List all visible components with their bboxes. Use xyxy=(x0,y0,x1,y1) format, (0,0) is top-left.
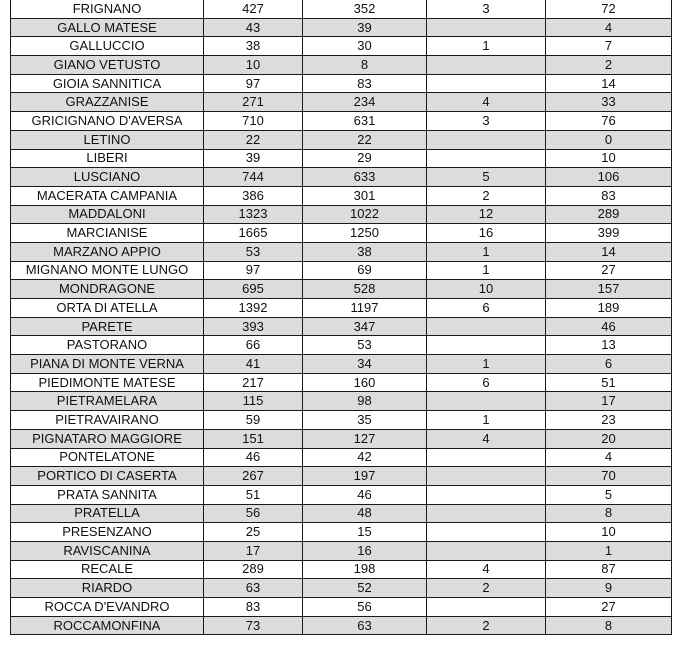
col2-value-cell: 22 xyxy=(303,130,427,149)
total-cell: 17 xyxy=(204,541,303,560)
col3-value-cell: 2 xyxy=(427,579,546,598)
col3-value-cell xyxy=(427,74,546,93)
col2-value-cell: 198 xyxy=(303,560,427,579)
col3-value-cell: 1 xyxy=(427,261,546,280)
col4-value-cell: 4 xyxy=(546,448,672,467)
total-cell: 46 xyxy=(204,448,303,467)
col3-value-cell: 2 xyxy=(427,616,546,635)
total-cell: 41 xyxy=(204,355,303,374)
municipality-cell: MIGNANO MONTE LUNGO xyxy=(11,261,204,280)
municipality-cell: LUSCIANO xyxy=(11,168,204,187)
col3-value-cell xyxy=(427,598,546,617)
table-row xyxy=(11,0,672,18)
total-cell: 97 xyxy=(204,74,303,93)
total-cell: 386 xyxy=(204,186,303,205)
table-row xyxy=(11,242,672,261)
municipality-cell: PIETRAMELARA xyxy=(11,392,204,411)
col4-value-cell: 83 xyxy=(546,186,672,205)
col2-value-cell: 46 xyxy=(303,485,427,504)
municipality-cell: MARZANO APPIO xyxy=(11,242,204,261)
table-row xyxy=(11,429,672,448)
municipality-data-table xyxy=(10,0,672,635)
col2-value-cell: 52 xyxy=(303,579,427,598)
col2-value-cell: 42 xyxy=(303,448,427,467)
total-cell: 39 xyxy=(204,149,303,168)
total-cell: 115 xyxy=(204,392,303,411)
col3-value-cell: 4 xyxy=(427,93,546,112)
col4-value-cell: 9 xyxy=(546,579,672,598)
col2-value-cell: 197 xyxy=(303,467,427,486)
municipality-cell: PIANA DI MONTE VERNA xyxy=(11,355,204,374)
municipality-cell: ROCCA D'EVANDRO xyxy=(11,598,204,617)
col3-value-cell xyxy=(427,392,546,411)
total-cell: 695 xyxy=(204,280,303,299)
col3-value-cell xyxy=(427,467,546,486)
table-row xyxy=(11,280,672,299)
municipality-cell: MADDALONI xyxy=(11,205,204,224)
col3-value-cell: 12 xyxy=(427,205,546,224)
municipality-cell: PARETE xyxy=(11,317,204,336)
col2-value-cell: 69 xyxy=(303,261,427,280)
table-row xyxy=(11,336,672,355)
total-cell: 97 xyxy=(204,261,303,280)
col2-value-cell: 528 xyxy=(303,280,427,299)
col4-value-cell: 70 xyxy=(546,467,672,486)
col3-value-cell xyxy=(427,541,546,560)
col2-value-cell: 352 xyxy=(303,0,427,18)
municipality-cell: MARCIANISE xyxy=(11,224,204,243)
col2-value-cell: 633 xyxy=(303,168,427,187)
col2-value-cell: 29 xyxy=(303,149,427,168)
col3-value-cell: 5 xyxy=(427,168,546,187)
table-row xyxy=(11,130,672,149)
col4-value-cell: 2 xyxy=(546,56,672,75)
col2-value-cell: 1197 xyxy=(303,299,427,318)
col2-value-cell: 38 xyxy=(303,242,427,261)
total-cell: 25 xyxy=(204,523,303,542)
col2-value-cell: 16 xyxy=(303,541,427,560)
table-row xyxy=(11,18,672,37)
col4-value-cell: 1 xyxy=(546,541,672,560)
table-row xyxy=(11,598,672,617)
total-cell: 271 xyxy=(204,93,303,112)
col2-value-cell: 1022 xyxy=(303,205,427,224)
municipality-cell: ROCCAMONFINA xyxy=(11,616,204,635)
col3-value-cell: 1 xyxy=(427,355,546,374)
col2-value-cell: 347 xyxy=(303,317,427,336)
col3-value-cell xyxy=(427,523,546,542)
col2-value-cell: 98 xyxy=(303,392,427,411)
total-cell: 393 xyxy=(204,317,303,336)
col2-value-cell: 35 xyxy=(303,411,427,430)
col2-value-cell: 1250 xyxy=(303,224,427,243)
municipality-cell: PONTELATONE xyxy=(11,448,204,467)
municipality-cell: RECALE xyxy=(11,560,204,579)
municipality-cell: GALLUCCIO xyxy=(11,37,204,56)
table-row xyxy=(11,56,672,75)
col4-value-cell: 8 xyxy=(546,616,672,635)
total-cell: 267 xyxy=(204,467,303,486)
municipality-cell: LIBERI xyxy=(11,149,204,168)
table-row xyxy=(11,373,672,392)
col2-value-cell: 39 xyxy=(303,18,427,37)
col3-value-cell: 4 xyxy=(427,429,546,448)
table-row xyxy=(11,467,672,486)
col4-value-cell: 6 xyxy=(546,355,672,374)
col3-value-cell: 1 xyxy=(427,242,546,261)
table-row xyxy=(11,616,672,635)
col2-value-cell: 160 xyxy=(303,373,427,392)
total-cell: 1665 xyxy=(204,224,303,243)
total-cell: 1392 xyxy=(204,299,303,318)
col2-value-cell: 53 xyxy=(303,336,427,355)
col4-value-cell: 27 xyxy=(546,598,672,617)
table-row xyxy=(11,186,672,205)
total-cell: 151 xyxy=(204,429,303,448)
total-cell: 744 xyxy=(204,168,303,187)
col2-value-cell: 15 xyxy=(303,523,427,542)
municipality-cell: RIARDO xyxy=(11,579,204,598)
col3-value-cell: 6 xyxy=(427,373,546,392)
municipality-cell: PRATA SANNITA xyxy=(11,485,204,504)
table-row xyxy=(11,205,672,224)
col3-value-cell: 2 xyxy=(427,186,546,205)
col4-value-cell: 17 xyxy=(546,392,672,411)
table-row xyxy=(11,560,672,579)
total-cell: 51 xyxy=(204,485,303,504)
col4-value-cell: 289 xyxy=(546,205,672,224)
municipality-cell: PORTICO DI CASERTA xyxy=(11,467,204,486)
table-row xyxy=(11,74,672,93)
total-cell: 427 xyxy=(204,0,303,18)
col4-value-cell: 51 xyxy=(546,373,672,392)
municipality-cell: RAVISCANINA xyxy=(11,541,204,560)
municipality-cell: PASTORANO xyxy=(11,336,204,355)
municipality-cell: MACERATA CAMPANIA xyxy=(11,186,204,205)
col2-value-cell: 83 xyxy=(303,74,427,93)
col4-value-cell: 14 xyxy=(546,74,672,93)
table-row xyxy=(11,149,672,168)
col4-value-cell: 33 xyxy=(546,93,672,112)
municipality-cell: MONDRAGONE xyxy=(11,280,204,299)
col4-value-cell: 399 xyxy=(546,224,672,243)
col4-value-cell: 13 xyxy=(546,336,672,355)
total-cell: 53 xyxy=(204,242,303,261)
table-row xyxy=(11,504,672,523)
table-row xyxy=(11,355,672,374)
col4-value-cell: 7 xyxy=(546,37,672,56)
col4-value-cell: 10 xyxy=(546,523,672,542)
col4-value-cell: 5 xyxy=(546,485,672,504)
col2-value-cell: 63 xyxy=(303,616,427,635)
table-row xyxy=(11,392,672,411)
total-cell: 710 xyxy=(204,112,303,131)
col4-value-cell: 0 xyxy=(546,130,672,149)
table-row xyxy=(11,224,672,243)
col4-value-cell: 76 xyxy=(546,112,672,131)
municipality-cell: LETINO xyxy=(11,130,204,149)
col2-value-cell: 34 xyxy=(303,355,427,374)
col3-value-cell xyxy=(427,18,546,37)
total-cell: 10 xyxy=(204,56,303,75)
total-cell: 63 xyxy=(204,579,303,598)
table-row xyxy=(11,93,672,112)
col3-value-cell xyxy=(427,317,546,336)
col3-value-cell: 1 xyxy=(427,411,546,430)
municipality-cell: GIANO VETUSTO xyxy=(11,56,204,75)
col3-value-cell: 3 xyxy=(427,0,546,18)
col4-value-cell: 10 xyxy=(546,149,672,168)
total-cell: 66 xyxy=(204,336,303,355)
table-row xyxy=(11,541,672,560)
total-cell: 289 xyxy=(204,560,303,579)
col2-value-cell: 234 xyxy=(303,93,427,112)
col2-value-cell: 301 xyxy=(303,186,427,205)
municipality-cell: PIETRAVAIRANO xyxy=(11,411,204,430)
municipality-cell: PRESENZANO xyxy=(11,523,204,542)
total-cell: 22 xyxy=(204,130,303,149)
total-cell: 1323 xyxy=(204,205,303,224)
municipality-cell: PIEDIMONTE MATESE xyxy=(11,373,204,392)
total-cell: 73 xyxy=(204,616,303,635)
col4-value-cell: 87 xyxy=(546,560,672,579)
total-cell: 38 xyxy=(204,37,303,56)
table-row xyxy=(11,261,672,280)
total-cell: 59 xyxy=(204,411,303,430)
table-row xyxy=(11,317,672,336)
municipality-cell: GRAZZANISE xyxy=(11,93,204,112)
col3-value-cell xyxy=(427,448,546,467)
col4-value-cell: 23 xyxy=(546,411,672,430)
col3-value-cell xyxy=(427,485,546,504)
col3-value-cell xyxy=(427,130,546,149)
col3-value-cell: 6 xyxy=(427,299,546,318)
col4-value-cell: 4 xyxy=(546,18,672,37)
col3-value-cell: 4 xyxy=(427,560,546,579)
municipality-cell: ORTA DI ATELLA xyxy=(11,299,204,318)
table-row xyxy=(11,299,672,318)
col2-value-cell: 127 xyxy=(303,429,427,448)
col3-value-cell xyxy=(427,336,546,355)
total-cell: 43 xyxy=(204,18,303,37)
table-row xyxy=(11,411,672,430)
col4-value-cell: 189 xyxy=(546,299,672,318)
municipality-cell: GALLO MATESE xyxy=(11,18,204,37)
col4-value-cell: 8 xyxy=(546,504,672,523)
table-row xyxy=(11,485,672,504)
col3-value-cell xyxy=(427,149,546,168)
col2-value-cell: 56 xyxy=(303,598,427,617)
table-row xyxy=(11,523,672,542)
col4-value-cell: 157 xyxy=(546,280,672,299)
table-row xyxy=(11,448,672,467)
col4-value-cell: 106 xyxy=(546,168,672,187)
col3-value-cell: 3 xyxy=(427,112,546,131)
municipality-cell: FRIGNANO xyxy=(11,0,204,18)
col4-value-cell: 20 xyxy=(546,429,672,448)
table-row xyxy=(11,112,672,131)
col2-value-cell: 48 xyxy=(303,504,427,523)
col4-value-cell: 27 xyxy=(546,261,672,280)
col3-value-cell: 16 xyxy=(427,224,546,243)
total-cell: 83 xyxy=(204,598,303,617)
col3-value-cell: 10 xyxy=(427,280,546,299)
table-row xyxy=(11,168,672,187)
col3-value-cell: 1 xyxy=(427,37,546,56)
col2-value-cell: 8 xyxy=(303,56,427,75)
municipality-cell: PRATELLA xyxy=(11,504,204,523)
table-body xyxy=(11,0,672,635)
col4-value-cell: 46 xyxy=(546,317,672,336)
col4-value-cell: 72 xyxy=(546,0,672,18)
total-cell: 217 xyxy=(204,373,303,392)
municipality-cell: GIOIA SANNITICA xyxy=(11,74,204,93)
municipality-cell: GRICIGNANO D'AVERSA xyxy=(11,112,204,131)
col4-value-cell: 14 xyxy=(546,242,672,261)
municipality-cell: PIGNATARO MAGGIORE xyxy=(11,429,204,448)
col3-value-cell xyxy=(427,504,546,523)
total-cell: 56 xyxy=(204,504,303,523)
table-row xyxy=(11,37,672,56)
col3-value-cell xyxy=(427,56,546,75)
table-row xyxy=(11,579,672,598)
col2-value-cell: 30 xyxy=(303,37,427,56)
col2-value-cell: 631 xyxy=(303,112,427,131)
